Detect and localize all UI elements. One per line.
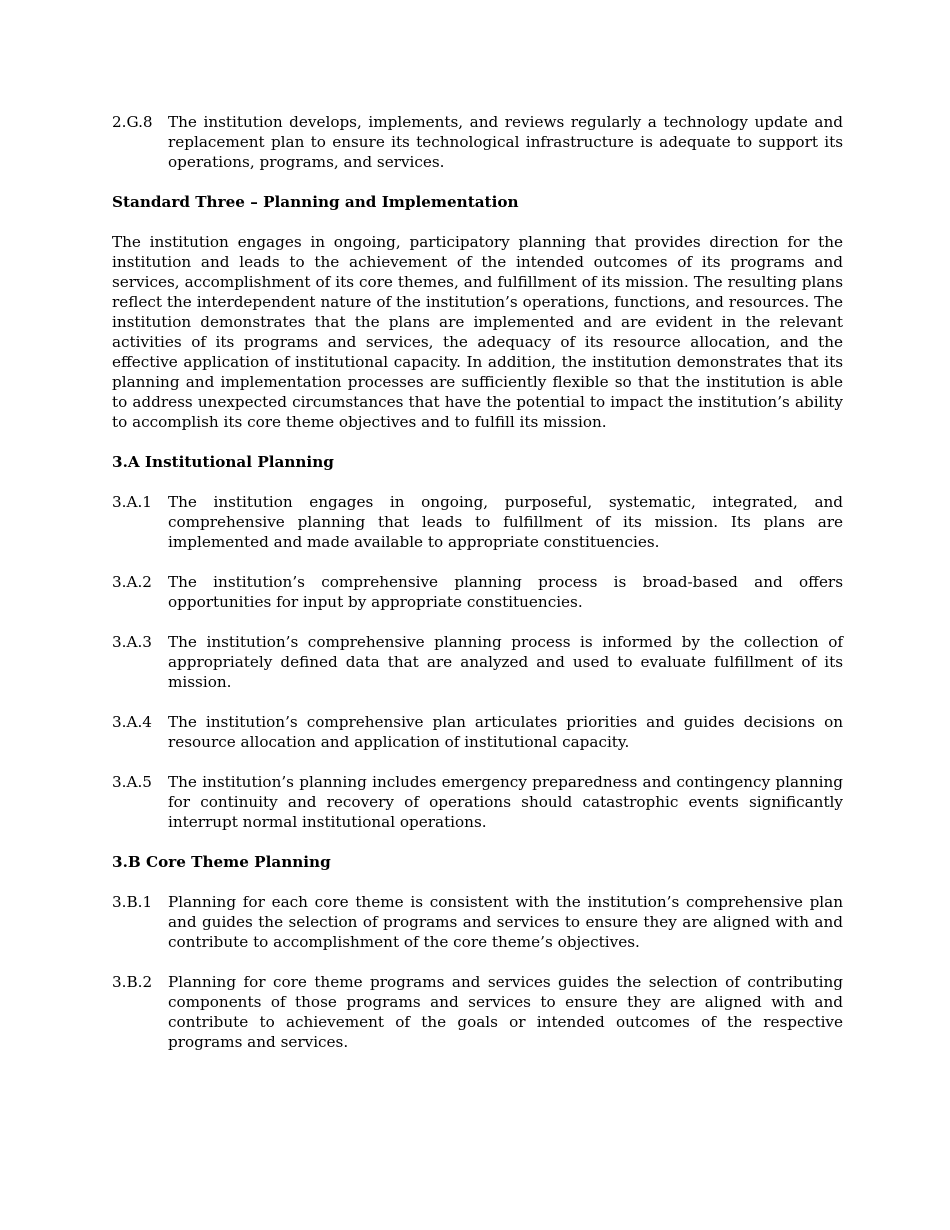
item-text: Planning for each core theme is consistent with the institution’s comprehensive plan and guides the selection of programs and services to ensure they are aligned with and contribute to accomplishment of the core theme’s objectives. <box>168 893 843 951</box>
standard-item-3a2 <box>112 572 843 612</box>
standard-three-intro: The institution engages in ongoing, participatory planning that provides direction for the institution and leads to the achievement of the intended outcomes of its programs and services, accomplishment of its core themes, and fulfillment of its mission. The resulting plans reflect the interdependent nature of the institution’s operations, functions, and resources. The institution demonstrates that the plans are implemented and are evident in the relevant activities of its programs and services, the adequacy of its resource allocation, and the effective application of institutional capacity. In addition, the institution demonstrates that its planning and implementation processes are sufficiently flexible so that the institution is able to address unexpected circumstances that have the potential to impact the institution’s ability to accomplish its core theme objectives and to fulfill its mission. <box>112 233 843 431</box>
item-number: 3.A.1 <box>112 493 152 511</box>
section-3b-heading: 3.B Core Theme Planning <box>112 853 331 871</box>
section-3a-heading: 3.A Institutional Planning <box>112 453 334 471</box>
item-number: 3.B.2 <box>112 973 153 991</box>
item-number: 3.A.5 <box>112 773 152 791</box>
standard-item-3a4 <box>112 712 843 752</box>
standard-item-3b2 <box>112 972 843 1052</box>
standard-three-heading: Standard Three – Planning and Implementation <box>112 193 519 211</box>
document-page <box>112 112 843 1072</box>
item-text: Planning for core theme programs and services guides the selection of contributing components of those programs and services to ensure they are aligned with and contribute to achievement of the goals or intended outcomes of the respective programs and services. <box>168 973 843 1051</box>
item-text: The institution’s comprehensive planning process is informed by the collection of appropriately defined data that are analyzed and used to evaluate fulfillment of its mission. <box>168 633 843 691</box>
item-text: The institution develops, implements, and reviews regularly a technology update and replacement plan to ensure its technological infrastructure is adequate to support its operations, programs, and services. <box>168 113 843 171</box>
item-text: The institution’s comprehensive planning process is broad-based and offers opportunities for input by appropriate constituencies. <box>168 573 843 611</box>
standard-item-3b1 <box>112 892 843 952</box>
item-number: 3.B.1 <box>112 893 153 911</box>
standard-item-2g8 <box>112 112 843 172</box>
item-number: 3.A.2 <box>112 573 152 591</box>
item-text: The institution’s planning includes emergency preparedness and contingency planning for continuity and recovery of operations should catastrophic events significantly interrupt normal institutional operations. <box>168 773 843 831</box>
standard-item-3a5 <box>112 772 843 832</box>
item-number: 3.A.3 <box>112 633 152 651</box>
item-number: 3.A.4 <box>112 713 152 731</box>
standard-item-3a1 <box>112 492 843 552</box>
item-text: The institution’s comprehensive plan articulates priorities and guides decisions on resource allocation and application of institutional capacity. <box>168 713 843 751</box>
item-number: 2.G.8 <box>112 113 153 131</box>
item-text: The institution engages in ongoing, purposeful, systematic, integrated, and comprehensive planning that leads to fulfillment of its mission. Its plans are implemented and made available to appropriate constituencies. <box>168 493 843 551</box>
standard-item-3a3 <box>112 632 843 692</box>
